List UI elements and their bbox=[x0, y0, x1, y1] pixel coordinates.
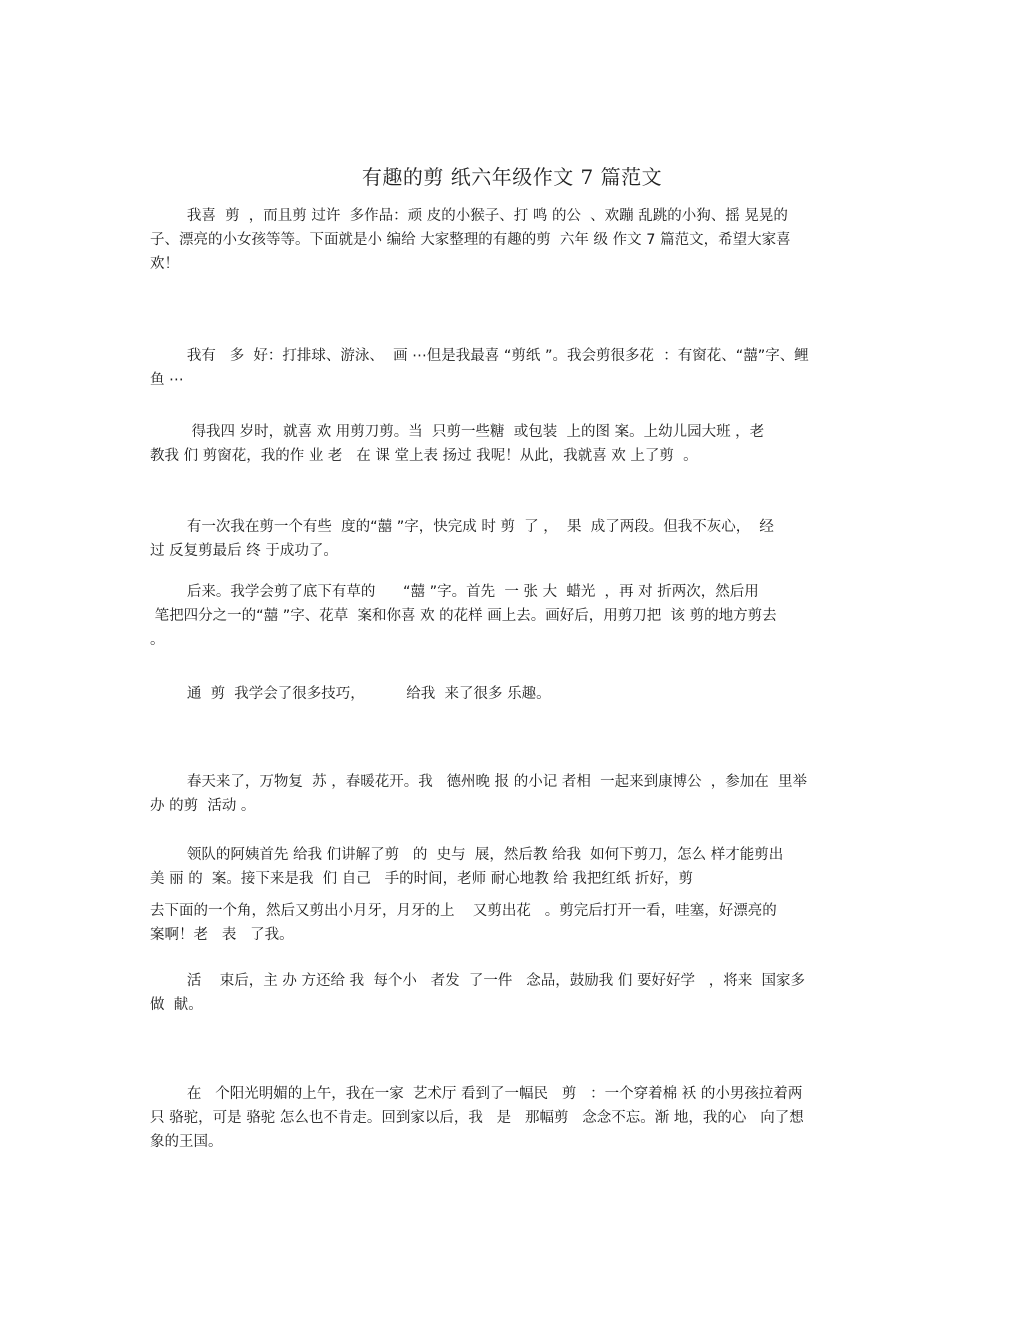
text-line: 做 献。 bbox=[150, 997, 203, 1013]
paragraph-method bbox=[150, 580, 870, 652]
text-line: 鱼 ⋯ bbox=[150, 372, 184, 388]
text-line: 有一次我在剪一个有些 度的“囍 ”字，快完成 时 剪 了 ， 果 成了两段。但我不灰心， 经 bbox=[150, 519, 774, 535]
text-line: 得我四 岁时，就喜 欢 用剪刀剪。当 只剪一些糖 或包装 上的图 案。上幼儿园大班 ，老 bbox=[150, 424, 765, 440]
text-line: 美 丽 的 案。接下来是我 们 自己 手的时间，老师 耐心地教 给 我把红纸 折好，剪 bbox=[150, 871, 694, 887]
paragraph-childhood bbox=[150, 420, 870, 468]
text-line: 在 个阳光明媚的上午，我在一家 艺术厅 看到了一幅民 剪 ：一个穿着棉 袄 的小男孩拉着两 bbox=[150, 1086, 803, 1102]
text-line: 活 束后，主 办 方还给 我 每个小 者发 了一件 念品，鼓励我 们 要好好学 ，将来 国家多 bbox=[150, 973, 805, 989]
text-line: 去下面的一个角，然后又剪出小月牙，月牙的上 又剪出花 。剪完后打开一看，哇塞，好漂亮的 bbox=[150, 903, 777, 919]
paragraph-guide bbox=[150, 843, 870, 891]
paragraph-cutting bbox=[150, 899, 870, 947]
text-line: 春天来了，万物复 苏 ，春暖花开。我 德州晚 报 的小记 者相 一起来到康博公 ，参加在 里举 bbox=[150, 774, 808, 790]
document-title: 有趣的剪 纸六年级作文 7 篇范文 bbox=[361, 165, 663, 189]
paragraph-spring bbox=[150, 770, 870, 818]
text-line: 领队的阿姨首先 给我 们讲解了剪 的 史与 展，然后教 给我 如何下剪刀，怎么 样才能剪出 bbox=[150, 847, 784, 863]
text-line: 象的王国。 bbox=[150, 1134, 223, 1150]
text-line: 后来。我学会剪了底下有草的 “囍 ”字。首先 一 张 大 蜡光 ，再 对 折两次，然后用 bbox=[150, 584, 759, 600]
text-line: 笔把四分之一的“囍 ”字、花草 案和你喜 欢 的花样 画上去。画好后，用剪刀把 该 剪的地方剪去 bbox=[150, 608, 777, 624]
text-line: 我有 多 好：打排球、游泳、 画 ⋯但是我最喜 “剪纸 ”。我会剪很多花 ：有窗花、“囍”字、鲤 bbox=[150, 348, 809, 364]
text-line: 案啊！老 表 了我。 bbox=[150, 927, 294, 943]
text-line: 通 剪 我学会了很多技巧， 给我 来了很多 乐趣。 bbox=[150, 686, 551, 702]
paragraph-activity-end bbox=[150, 969, 870, 1017]
paragraph-gallery bbox=[150, 1082, 870, 1154]
paragraph-conclusion-1 bbox=[150, 682, 870, 706]
text-line: 教我 们 剪窗花，我的作 业 老 在 课 堂上表 扬过 我呢！从此，我就喜 欢 上了剪 。 bbox=[150, 448, 698, 464]
paragraph-first-try bbox=[150, 515, 870, 563]
paragraph-intro bbox=[150, 204, 870, 276]
text-line: 欢！ bbox=[150, 256, 179, 272]
text-line: 。 bbox=[150, 632, 165, 648]
paragraph-hobbies bbox=[150, 344, 870, 392]
text-line: 我喜 剪 ，而且剪 过许 多作品：顽 皮的小猴子、打 鸣 的公 、欢蹦 乱跳的小狗、摇 晃晃的 bbox=[150, 208, 788, 224]
text-line: 只 骆驼，可是 骆驼 怎么也不肯走。回到家以后，我 是 那幅剪 念念不忘。渐 地，我的心 向了想 bbox=[150, 1110, 804, 1126]
text-line: 子、漂亮的小女孩等等。下面就是小 编给 大家整理的有趣的剪 六年 级 作文 7 篇范文，希望大家喜 bbox=[150, 232, 791, 248]
text-line: 过 反复剪最后 终 于成功了。 bbox=[150, 543, 338, 559]
text-line: 办 的剪 活动 。 bbox=[150, 798, 256, 814]
